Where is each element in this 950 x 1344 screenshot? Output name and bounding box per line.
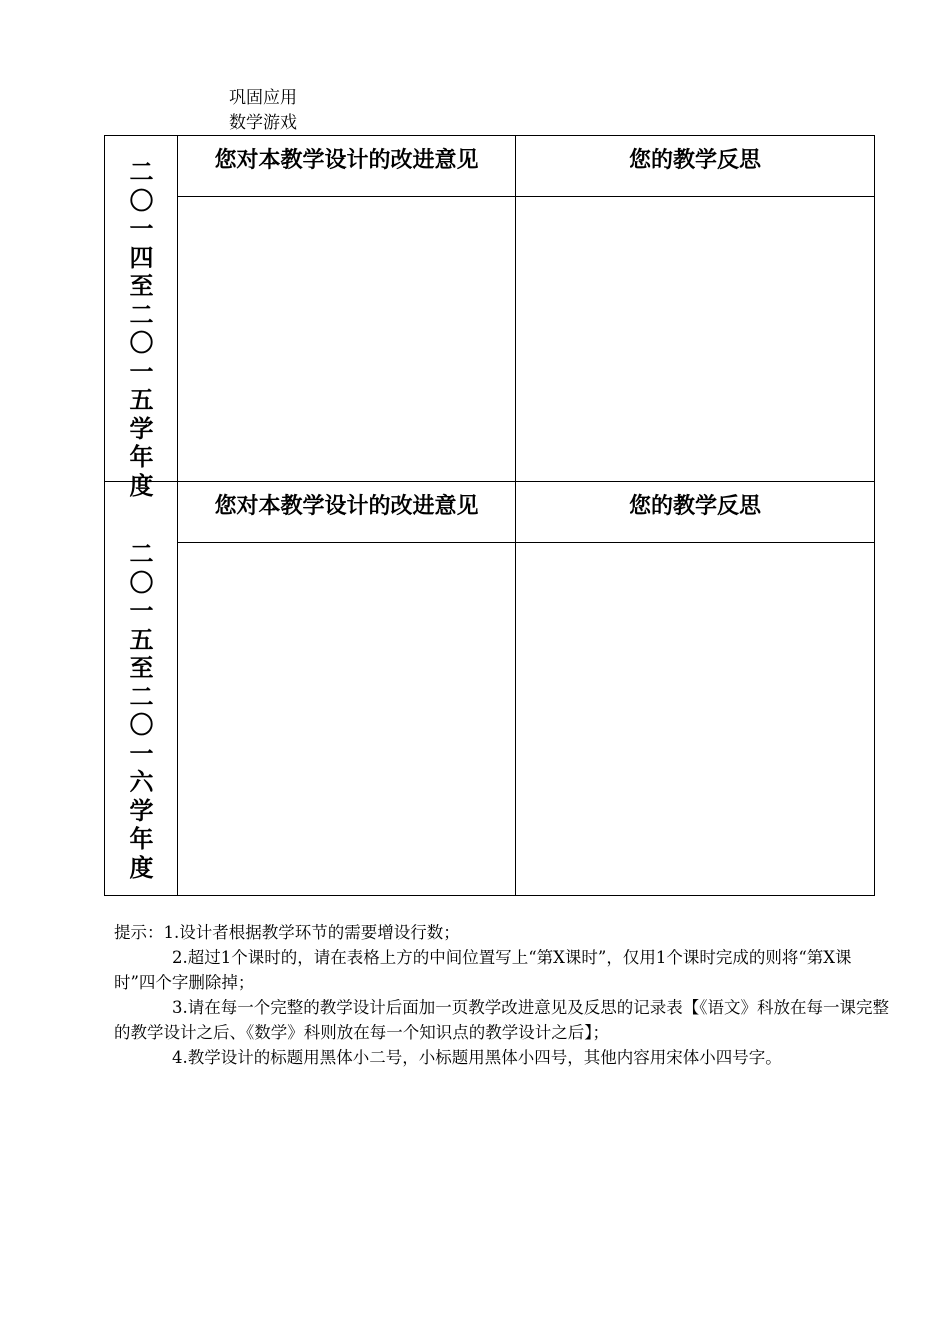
reflection-header-1: 您的教学反思	[628, 148, 761, 173]
year-char: 二	[129, 300, 154, 329]
notes	[114, 920, 890, 1070]
year-char: 学	[129, 414, 154, 443]
year-char: 至	[129, 272, 154, 300]
top-line-2: 数学游戏	[229, 113, 297, 133]
year-char: 年	[129, 825, 154, 853]
year-char: 学	[129, 796, 154, 825]
year-char: 〇	[129, 329, 154, 357]
reflection-cell-1[interactable]	[516, 197, 874, 481]
top-line-1: 巩固应用	[229, 88, 297, 108]
year-label-1	[105, 158, 178, 500]
year-label-2	[105, 540, 178, 882]
year-char: 〇	[129, 711, 154, 739]
note-4: 4.教学设计的标题用黑体小二号，小标题用黑体小四号，其他内容用宋体小四号字。	[172, 1048, 782, 1067]
year-char: 年	[129, 443, 154, 471]
year-char: 〇	[129, 568, 154, 597]
year-char: 度	[129, 471, 154, 500]
top-lines	[229, 86, 297, 136]
note-2: 2.超过1个课时的，请在表格上方的中间位置写上“第X课时”，仅用1个课时完成的则将“第X课时”四个字删除掉；	[114, 948, 852, 992]
year-char: 一	[129, 357, 154, 386]
year-char: 六	[129, 768, 154, 796]
improvement-cell-1[interactable]	[178, 197, 515, 481]
year-char: 度	[129, 853, 154, 882]
reflection-header-2: 您的教学反思	[628, 494, 761, 519]
note-3: 3.请在每一个完整的教学设计后面加一页教学改进意见及反思的记录表【《语文》科放在每一课完整的教学设计之后、《数学》科则放在每一个知识点的教学设计之后】；	[114, 998, 889, 1042]
year-char: 二	[129, 158, 154, 186]
year-char: 至	[129, 654, 154, 682]
year-char: 一	[129, 739, 154, 768]
year-char: 〇	[129, 186, 154, 215]
year-char: 五	[129, 625, 154, 654]
year-char: 四	[129, 243, 154, 272]
year-char: 五	[129, 386, 154, 414]
reflection-table	[104, 135, 875, 896]
year-char: 一	[129, 597, 154, 625]
reflection-cell-2[interactable]	[516, 543, 874, 895]
improvement-header-2: 您对本教学设计的改进意见	[214, 494, 479, 519]
year-char: 二	[129, 540, 154, 568]
year-char: 一	[129, 215, 154, 243]
note-1: 提示：1.设计者根据教学环节的需要增设行数；	[114, 923, 460, 942]
improvement-cell-2[interactable]	[178, 543, 515, 895]
improvement-header-1: 您对本教学设计的改进意见	[214, 148, 479, 173]
year-char: 二	[129, 682, 154, 711]
